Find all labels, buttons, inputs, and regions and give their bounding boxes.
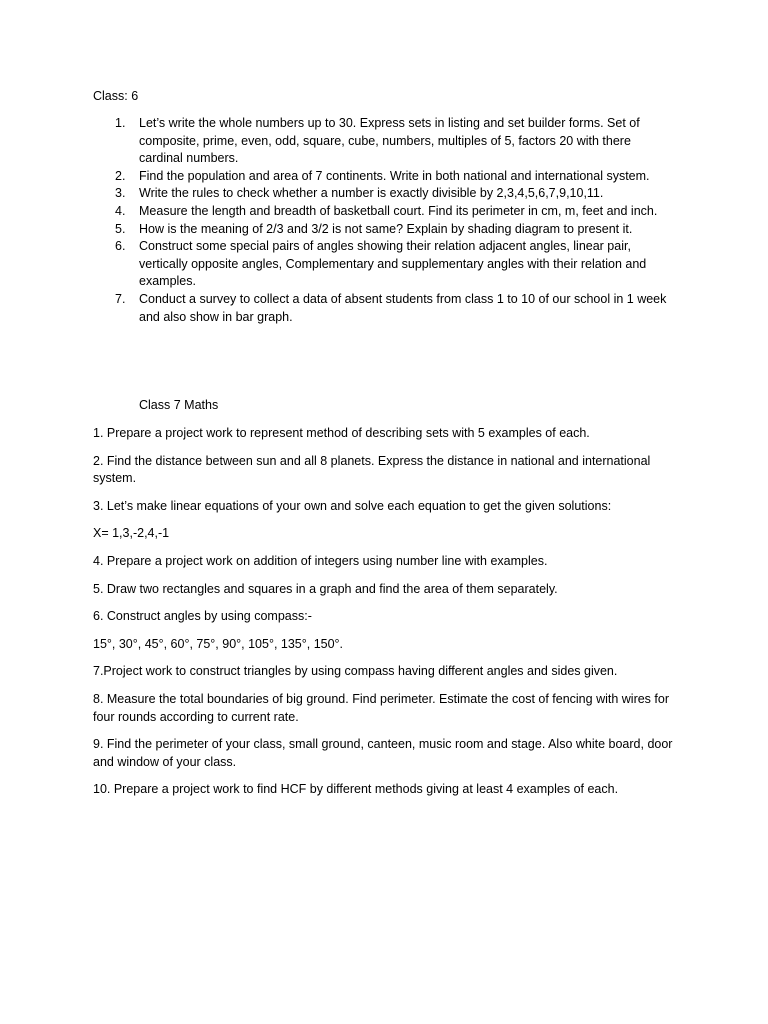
list-item-text: How is the meaning of 2/3 and 3/2 is not same? Explain by shading diagram to present it. xyxy=(139,221,633,236)
paragraph: 10. Prepare a project work to find HCF by different methods giving at least 4 examples of each. xyxy=(93,782,619,797)
paragraph: 8. Measure the total boundaries of big ground. Find perimeter. Estimate the cost of fencing with wires for four rounds according to current rate. xyxy=(93,691,669,724)
list-item xyxy=(115,221,675,239)
class6-task-list xyxy=(115,115,675,326)
list-item xyxy=(115,238,675,291)
paragraph: 2. Find the distance between sun and all 8 planets. Express the distance in national and international system. xyxy=(93,453,651,486)
paragraph: 7.Project work to construct triangles by using compass having different angles and sides given. xyxy=(93,664,618,679)
class6-heading: Class: 6 xyxy=(93,89,139,103)
list-item xyxy=(115,291,675,326)
class7-heading: Class 7 Maths xyxy=(139,398,219,412)
list-item-text: Construct some special pairs of angles showing their relation adjacent angles, linear pair, vertically opposite angles, Complementary and supplementary angles with their relation and examples. xyxy=(139,239,647,289)
list-item-number: 5. xyxy=(115,221,126,236)
list-item-number: 6. xyxy=(115,239,126,254)
list-item xyxy=(115,115,675,168)
list-item-number: 2. xyxy=(115,168,126,183)
list-item-number: 1. xyxy=(115,116,126,130)
list-item-text: Let’s write the whole numbers up to 30. Express sets in listing and set builder forms. Set of composite, prime, even, odd, square, cube, numbers, multiples of 5, factors 20 with there cardinal numbers. xyxy=(139,116,640,166)
list-item-number: 7. xyxy=(115,291,126,306)
list-item xyxy=(115,168,675,186)
list-item xyxy=(115,185,675,203)
paragraph: 1. Prepare a project work to represent method of describing sets with 5 examples of each. xyxy=(93,426,590,440)
paragraph: 15°, 30°, 45°, 60°, 75°, 90°, 105°, 135°, 150°. xyxy=(93,636,344,651)
paragraph: 4. Prepare a project work on addition of integers using number line with examples. xyxy=(93,553,548,568)
paragraph: 5. Draw two rectangles and squares in a graph and find the area of them separately. xyxy=(93,581,558,596)
list-item xyxy=(115,203,675,221)
list-item-text: Measure the length and breadth of basketball court. Find its perimeter in cm, m, feet and inch. xyxy=(139,203,658,218)
paragraph: X= 1,3,-2,4,-1 xyxy=(93,526,170,541)
list-item-text: Find the population and area of 7 continents. Write in both national and international system. xyxy=(139,168,650,183)
paragraph: 3. Let’s make linear equations of your own and solve each equation to get the given solutions: xyxy=(93,498,612,513)
list-item-number: 4. xyxy=(115,203,126,218)
paragraph: 6. Construct angles by using compass:- xyxy=(93,609,312,624)
list-item-number: 3. xyxy=(115,186,126,201)
list-item-text: Write the rules to check whether a number is exactly divisible by 2,3,4,5,6,7,9,10,11. xyxy=(139,186,604,201)
list-item-text: Conduct a survey to collect a data of absent students from class 1 to 10 of our school in 1 week and also show in bar graph. xyxy=(139,291,667,324)
paragraph: 9. Find the perimeter of your class, small ground, canteen, music room and stage. Also white board, door and window of your class. xyxy=(93,737,673,769)
class7-task-list xyxy=(93,425,683,809)
